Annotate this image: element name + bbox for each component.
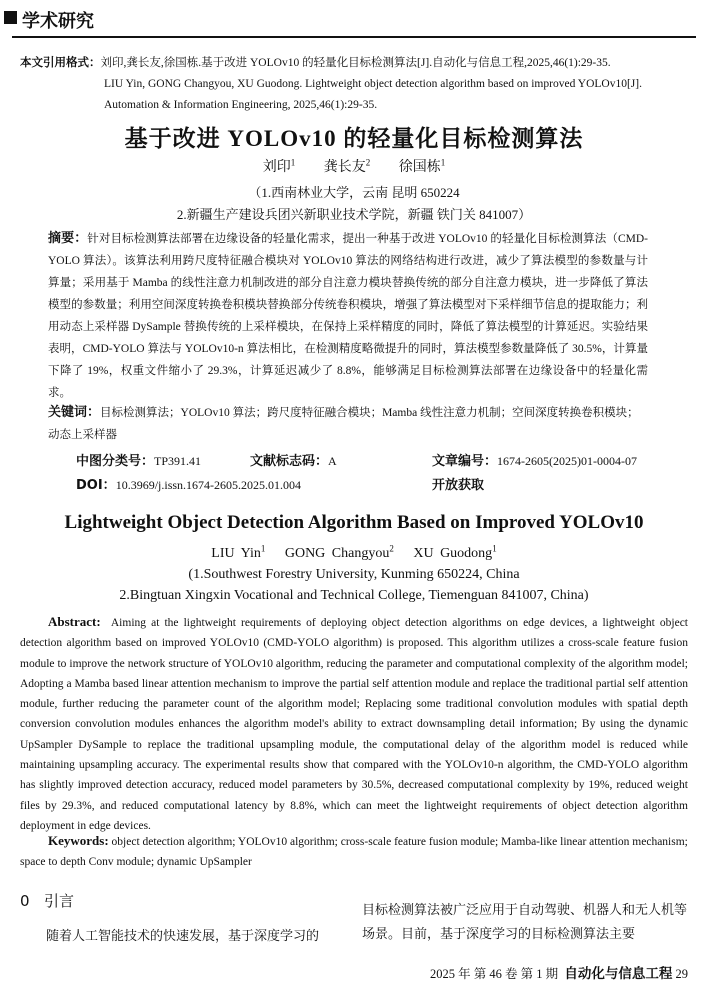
- en-abstract-text: Aiming at the lightweight requirements of deploying object detection algorithms on edge devices, a lightweight object detection algorithm based on improved YOLOv10 (CMD-YOLO algorithm) is proposed. This algorithm utilizes a cross-scale feature fusion module to improve the network structure of YOLOv10 algorithm, reducing the parameter and computational complexity of the algorithm model; Adopting a Mamba based linear attention mechanism to improve the partial self attention module and replace the traditional partial self attention module, further reducing the parameter count of the algorithm model; Replacing some traditional convolution modules with spatial depth conversion convolution modules enhances the algorithm model's ability to extract downsampling detail information; By using the dynamic UpSampler DySample to replace the traditional upsampling module, the computational delay of the algorithm model is reduced while maintaining upsampling accuracy. The experimental results show that compared with the YOLOv10-n algorithm, the CMD-YOLO algorithm has slightly improved detection accuracy, reduced model parameters by 30.5%, decreased computational complexity by 19%, reduced weight files by 29.3%, and reduced computational latency by 8.8%, which can meet the lightweight requirements of object detection algorithm deployment in edge devices.: [20, 617, 689, 832]
- citation-line-en-1: LIU Yin, GONG Changyou, XU Guodong. Lightweight object detection algorithm based on improved YOLOv10[J].: [104, 78, 642, 90]
- doc-code: [250, 450, 337, 469]
- citation-line-cn: 刘印,龚长友,徐国栋.基于改进 YOLOv10 的轻量化目标检测算法[J].自动化与信息工程,2025,46(1):29-35.: [100, 57, 611, 69]
- citation-label: 本文引用格式：: [20, 55, 101, 69]
- en-authors: [0, 543, 708, 562]
- section-number: 0: [20, 892, 30, 910]
- article-number-label: 文章编号：: [432, 454, 498, 469]
- clc-label: 中图分类号：: [76, 454, 155, 469]
- citation-line-en-2: Automation & Information Engineering, 2025,46(1):29-35.: [104, 99, 378, 111]
- doi-link[interactable]: 10.3969/j.issn.1674-2605.2025.01.004: [115, 478, 302, 492]
- article-number: [432, 450, 637, 469]
- clc-value: TP391.41: [154, 454, 202, 468]
- cn-author: 徐国栋$^1$: [398, 157, 446, 175]
- cn-keywords: [48, 402, 648, 446]
- cn-title: 基于改进 YOLOv10 的轻量化目标检测算法: [124, 126, 584, 151]
- en-abstract: [20, 612, 688, 836]
- page-number: 29: [675, 967, 688, 981]
- en-title: Lightweight Object Detection Algorithm Based on Improved YOLOv10: [64, 512, 644, 533]
- article-number-value: 1674-2605(2025)01-0004-07: [497, 454, 637, 468]
- cn-affiliation-1: （1.西南林业大学，云南 昆明 650224: [248, 185, 460, 200]
- cn-abstract: [48, 228, 648, 404]
- en-affiliation-1: (1.Southwest Forestry University, Kunming 650224, China: [188, 567, 520, 582]
- section-title: 学术研究: [22, 11, 94, 32]
- cn-keywords-text: 目标检测算法；YOLOv10 算法；跨尺度特征融合模块；Mamba 线性注意力机制；空间深度转换卷积模块；动态上采样器: [48, 407, 639, 441]
- cn-abstract-label: 摘要：: [48, 231, 88, 246]
- open-access: [432, 474, 484, 493]
- doc-code-label: 文献标志码：: [250, 454, 329, 469]
- page-footer: [430, 962, 688, 982]
- doi: [76, 474, 301, 493]
- header-divider: [12, 36, 696, 38]
- cn-author: 龚长友$^2$: [323, 157, 371, 175]
- cn-abstract-text: 针对目标检测算法部署在边缘设备的轻量化需求，提出一种基于改进 YOLOv10 的轻量化目标检测算法（CMD-YOLO 算法）。该算法利用跨尺度特征融合模块对 YOLOv10 算法的网络结构进行改进，减少了算法模型的参数量与计算量；采用基于 Mamba 的线性注意力机制改进的部分自注意力模块替换传统的部分自注意力模块，进一步降低了算法模型的参数量；利用空间深度转换卷积模块替换部分传统卷积模块，增强了算法模型对下采样细节信息的提取能力；利用动态上采样器 DySample 替换传统的上采样模块，在保持上采样精度的同时，降低了算法模型的计算延迟。实验结果表明，CMD-YOLO 算法与 YOLOv10-n 算法相比，在检测精度略微提升的同时，算法模型参数量降低了 30.5%，计算量下降了 19%，权重文件缩小了 29.3%，计算延迟减少了 8.8%，能够满足目标检测算法部署在边缘设备中的轻量化需求。: [48, 233, 648, 399]
- en-keywords-text: object detection algorithm; YOLOv10 algorithm; cross-scale feature fusion module; Mamba-like linear attention mechanism; space to depth Conv module; dynamic UpSampler: [20, 836, 688, 868]
- cn-keywords-label: 关键词：: [48, 405, 101, 420]
- en-author: GONG Changyou$^2$: [284, 543, 394, 561]
- clc: [76, 450, 201, 469]
- section-heading: [20, 890, 74, 911]
- cn-author: 刘印$^1$: [262, 157, 296, 175]
- en-affiliation-2: 2.Bingtuan Xingxin Vocational and Technical College, Tiemenguan 841007, China): [119, 588, 589, 603]
- doi-label: DOI：: [76, 478, 116, 493]
- footer-issue: 2025 年 第 46 卷 第 1 期: [429, 967, 559, 981]
- en-keywords-label: Keywords:: [48, 833, 109, 848]
- en-keywords: [20, 831, 688, 872]
- body-right-column: 目标检测算法被广泛应用于自动驾驶、机器人和无人机等场景。目前，基于深度学习的目标检测算法主要: [362, 902, 688, 941]
- citation-block: [20, 52, 688, 116]
- section-heading-title: 引言: [44, 892, 75, 910]
- body-left-column: 随着人工智能技术的快速发展，基于深度学习的: [46, 928, 320, 943]
- en-author: XU Guodong$^1$: [413, 543, 497, 561]
- doc-code-value: A: [328, 454, 337, 468]
- en-author: LIU Yin$^1$: [211, 543, 266, 561]
- cn-affiliation-2: 2.新疆生产建设兵团兴新职业技术学院，新疆 铁门关 841007）: [176, 207, 532, 222]
- open-access-label: 开放获取: [432, 478, 485, 493]
- cn-authors: [0, 156, 708, 176]
- footer-journal: 自动化与信息工程: [564, 966, 673, 982]
- section-marker-icon: [4, 11, 17, 24]
- en-abstract-label: Abstract:: [48, 614, 101, 629]
